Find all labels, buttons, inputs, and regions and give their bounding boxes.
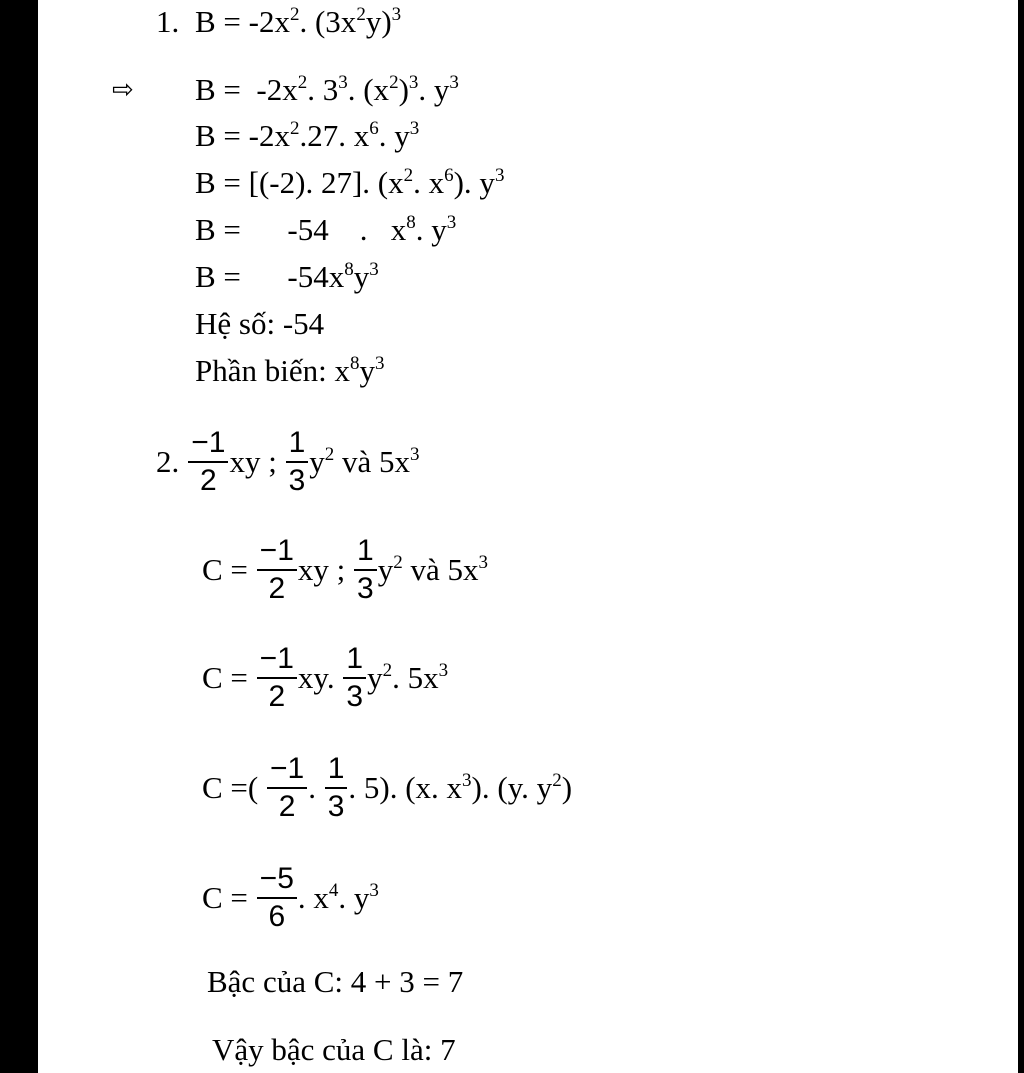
c-line-1: C = $\frac{-1}{2}$ xy ; $\frac{1}{3}$ $y^2$ và $5x^3$ — [202, 534, 488, 605]
fraction-one-third: $\frac{1}{3}$ — [286, 425, 309, 499]
variable-part-line: Phần biến: $x^8y^3$ — [195, 353, 385, 388]
c-line-3: C =( $\frac{-1}{2}$ . $\frac{1}{3}$ . 5). (x. $x^3$). (y. $y^2$) — [202, 752, 573, 823]
right-border — [1018, 0, 1024, 1073]
part2-header: 2. $\frac{-1}{2}$ xy ; $\frac{1}{3}$ $y^2$ và $5x^3$ — [156, 426, 420, 497]
part2-number: 2. — [156, 444, 180, 479]
c-line-4: C = $\frac{-5}{6}$ . $x^4$. $y^3$ — [202, 862, 379, 933]
fraction-minus-one-half: $\frac{-1}{2}$ — [188, 425, 228, 499]
fraction-minus-one-half: $\frac{-1}{2}$ — [257, 533, 297, 607]
fraction-one-third: $\frac{1}{3}$ — [343, 641, 366, 715]
part1-line-0: $B = -2x^2$. $(3x^2y)^3$ — [195, 4, 402, 39]
left-border — [0, 0, 38, 1073]
part1-line-4: B = -54 . $x^8$. $y^3$ — [195, 212, 457, 247]
part1-line-2: $B = -2x^2.27$. $x^6$. $y^3$ — [195, 118, 420, 153]
c-line-2: C = $\frac{-1}{2}$ xy. $\frac{1}{3}$ $y^2$. $5x^3$ — [202, 642, 449, 713]
part1-line-3: B = [(-2). 27]. ($x^2$. $x^6$). $y^3$ — [195, 165, 505, 200]
fraction-minus-five-sixths: $\frac{-5}{6}$ — [257, 861, 297, 935]
implies-arrow-icon: ⇨ — [112, 75, 134, 105]
conclusion-line: Vậy bậc của C là: 7 — [212, 1032, 456, 1067]
fraction-minus-one-half: $\frac{-1}{2}$ — [267, 751, 307, 825]
part1-line-5: B = $-54x^8y^3$ — [195, 259, 379, 294]
part1-line-1: $B = -2x^2$. $3^3$. $(x^2)^3$. $y^3$ — [195, 72, 459, 107]
coefficient-line: Hệ số: -54 — [195, 306, 325, 341]
part1-number: 1. — [156, 4, 180, 39]
fraction-minus-one-half: $\frac{-1}{2}$ — [257, 641, 297, 715]
fraction-one-third: $\frac{1}{3}$ — [354, 533, 377, 607]
fraction-one-third: $\frac{1}{3}$ — [325, 751, 348, 825]
degree-line: Bậc của C: 4 + 3 = 7 — [207, 964, 464, 999]
